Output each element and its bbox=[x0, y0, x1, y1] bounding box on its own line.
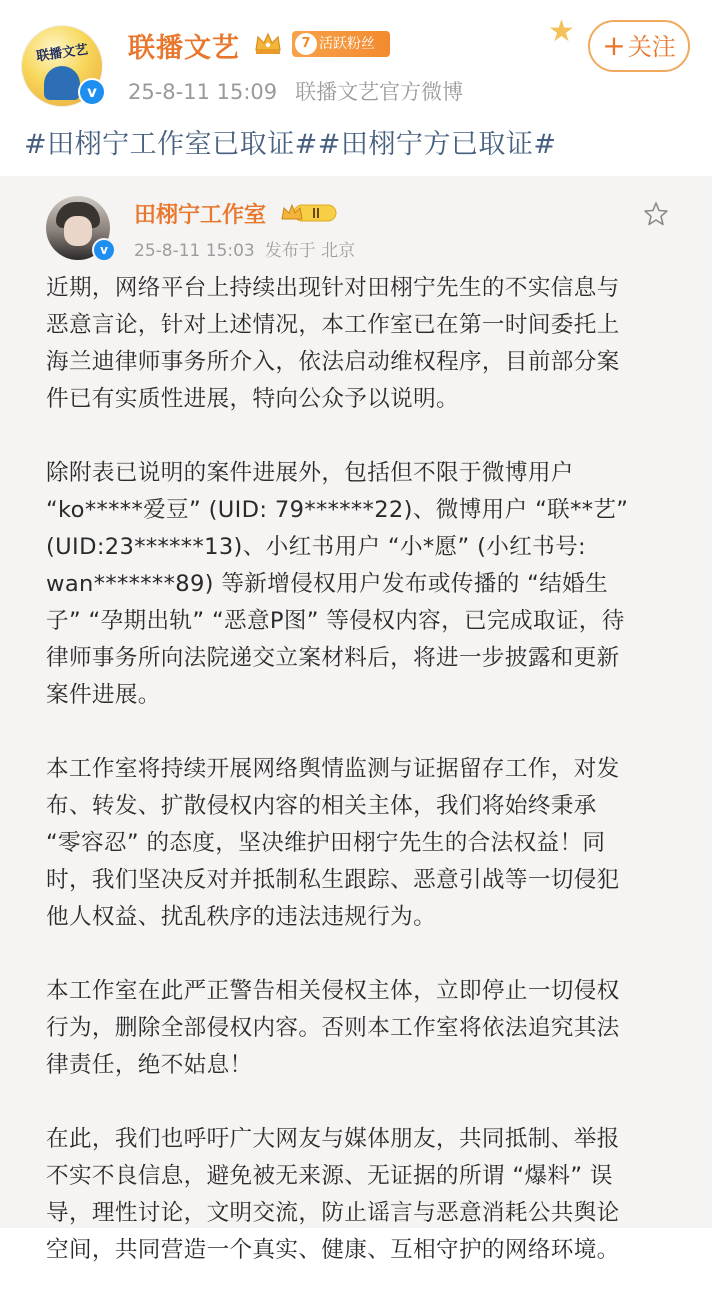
body-line: 他人权益、扰乱秩序的违法违规行为。 bbox=[46, 904, 437, 930]
crown-icon bbox=[253, 30, 283, 56]
verified-v-icon: v bbox=[92, 238, 116, 262]
body-line: 件已有实质性进展，特向公众予以说明。 bbox=[46, 386, 459, 412]
fan-badge-label: 活跃粉丝 bbox=[319, 36, 375, 52]
repost-header bbox=[0, 0, 712, 120]
original-author-name[interactable]: 田栩宁工作室 bbox=[134, 203, 267, 228]
repost-meta bbox=[128, 76, 463, 106]
favorite-star-icon[interactable] bbox=[642, 200, 670, 228]
body-line: 本工作室将持续开展网络舆情监测与证据留存工作，对发 bbox=[46, 756, 620, 782]
paragraph-3 bbox=[46, 751, 674, 936]
body-line: 近期，网络平台上持续出现针对田栩宁先生的不实信息与 bbox=[46, 275, 620, 301]
hashtag-line[interactable]: #田栩宁工作室已取证##田栩宁方已取证# bbox=[24, 129, 557, 160]
repost-author-name[interactable]: 联播文艺 bbox=[128, 33, 240, 64]
verified-v-icon: v bbox=[78, 78, 106, 106]
body-line: 案件进展。 bbox=[46, 682, 161, 708]
body-line: 导，理性讨论，文明交流，防止谣言与恶意消耗公共舆论 bbox=[46, 1200, 620, 1226]
original-meta bbox=[134, 236, 355, 261]
follow-label: 关注 bbox=[627, 33, 676, 61]
body-line: (UID:23******13)、小红书用户 “小*愿” (小红书号: bbox=[46, 534, 586, 560]
paragraph-4 bbox=[46, 973, 674, 1084]
body-line: 时，我们坚决反对并抵制私生跟踪、恶意引战等一切侵犯 bbox=[46, 867, 620, 893]
post-body bbox=[46, 270, 674, 1306]
repost-timestamp: 25-8-11 15:09 bbox=[128, 80, 278, 104]
paragraph-2 bbox=[46, 455, 674, 714]
original-timestamp: 25-8-11 15:03 bbox=[134, 241, 255, 261]
body-line: 行为，删除全部侵权内容。否则本工作室将依法追究其法 bbox=[46, 1015, 620, 1041]
body-line: 布、转发、扩散侵权内容的相关主体，我们将始终秉承 bbox=[46, 793, 597, 819]
original-location: 发布于 北京 bbox=[264, 241, 356, 261]
active-fan-badge[interactable] bbox=[292, 31, 390, 57]
paragraph-5 bbox=[46, 1121, 674, 1269]
vip-level-badge bbox=[280, 202, 338, 224]
body-line: 律责任，绝不姑息！ bbox=[46, 1052, 253, 1078]
follow-button[interactable] bbox=[588, 20, 690, 72]
body-line: 子” “孕期出轨” “恶意P图” 等侵权内容，已完成取证，待 bbox=[46, 608, 625, 634]
plus-icon: + bbox=[602, 29, 626, 62]
repost-source: 联播文艺官方微博 bbox=[295, 80, 464, 104]
body-line: “ko*****爱豆” (UID: 79******22)、微博用户 “联**艺” bbox=[46, 497, 629, 523]
avatar-figure bbox=[44, 66, 80, 100]
body-line: wan*******89) 等新增侵权用户发布或传播的 “结婚生 bbox=[46, 571, 609, 597]
paragraph-1 bbox=[46, 270, 674, 418]
body-line: 不实不良信息，避免被无来源、无证据的所谓 “爆料” 误 bbox=[46, 1163, 613, 1189]
fan-badge-number: 7 bbox=[295, 33, 317, 55]
avatar-face bbox=[64, 216, 92, 246]
body-line: 恶意言论，针对上述情况，本工作室已在第一时间委托上 bbox=[46, 312, 620, 338]
body-line: 在此，我们也呼吁广大网友与媒体朋友，共同抵制、举报 bbox=[46, 1126, 620, 1152]
body-line: 本工作室在此严正警告相关侵权主体，立即停止一切侵权 bbox=[46, 978, 620, 1004]
body-line: 海兰迪律师事务所介入，依法启动维权程序，目前部分案 bbox=[46, 349, 620, 375]
body-line: 空间，共同营造一个真实、健康、互相守护的网络环境。 bbox=[46, 1237, 620, 1263]
body-line: 除附表已说明的案件进展外，包括但不限于微博用户 bbox=[46, 460, 574, 486]
avatar-logo-text: 联播文艺 bbox=[35, 42, 90, 65]
body-line: “零容忍” 的态度，坚决维护田栩宁先生的合法权益！同 bbox=[46, 830, 606, 856]
decoration-star-icon: ★ bbox=[548, 14, 575, 49]
body-line: 律师事务所向法院递交立案材料后，将进一步披露和更新 bbox=[46, 645, 620, 671]
